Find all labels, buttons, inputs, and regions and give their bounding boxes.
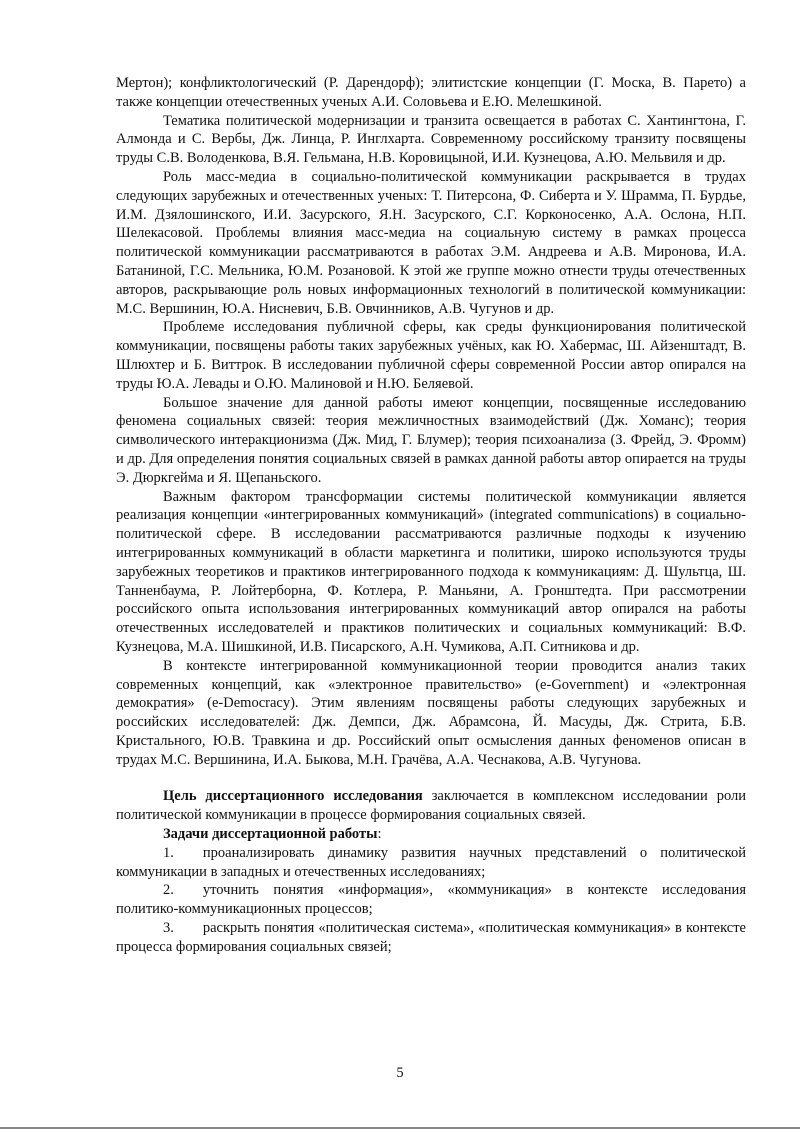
goal-paragraph xyxy=(116,787,746,825)
tasks-heading xyxy=(116,825,746,844)
page-body xyxy=(116,74,746,957)
tasks-heading-colon: : xyxy=(377,826,382,843)
paragraph-mass-media: Роль масс-медиа в социально-политической коммуникации раскрывается в трудах следующих зарубежных и отечественных ученых: Т. Питерсона, Ф. Сиберта и У. Шрамма, П. Бурдье, И.М. Дзялошинского, И.И. Засурского, Я.Н. Засурского, С.Г. Корконосенко, А.А. Ослона, Н.П. Шелекасовой. Проблемы влияния масс-медиа на социальную систему в рамках процесса политической коммуникации рассматриваются в работах Э.М. Андреева и А.В. Миронова, И.А. Батаниной, Г.С. Мельника, Ю.М. Розановой. К этой же группе можно отнести труды отечественных авторов, раскрывающие роль новых информационных технологий в политической коммуникации: М.С. Вершинин, Ю.А. Нисневич, Б.В. Овчинников, А.В. Чугунов и др. xyxy=(116,168,746,317)
task-item: 1. проанализировать динамику развития научных представлений о политической коммуникации в западных и отечественных исследованиях; xyxy=(116,844,746,880)
goal-label: Цель диссертационного исследования xyxy=(163,788,423,805)
task-item: 3. раскрыть понятия «политическая система», «политическая коммуникация» в контексте процесса формирования социальных связей; xyxy=(116,920,746,955)
paragraph-integrated-communications: Важным фактором трансформации системы политической коммуникации является реализация концепции «интегрированных коммуникаций» (integrated communications) в социально-политической сфере. В исследовании рассматриваются различные подходы к изучению интегрированных коммуникаций в области маркетинга и политики, широко используются труды зарубежных теоретиков и практиков интегрированного подхода к коммуникациям: Д. Шультца, Ш. Танненбаума, Р. Лойтерборна, Ф. Котлера, Р. Маньяни, А. Гронштедта. При рассмотрении российского опыта использования интегрированных коммуникаций автор опирался на работы отечественных исследователей и практиков политических и социальных коммуникаций: В.Ф. Кузнецова, М.А. Шишкиной, И.В. Писарского, А.Н. Чумикова, А.П. Ситникова и др. xyxy=(116,488,746,655)
paragraph-e-government: В контексте интегрированной коммуникационной теории проводится анализ таких современных концепций, как «электронное правительство» (e-Government) и «электронная демократия» (e-Democracy). Этим явлениям посвящены работы следующих зарубежных и российских исследователей: Дж. Демпси, Дж. Абрамсона, Й. Масуды, Дж. Стрита, Б.В. Кристального, Ю.В. Травкина и др. Российский опыт осмысления данных феноменов описан в трудах М.С. Вершинина, И.А. Быкова, М.Н. Грачёва, А.А. Чеснакова, А.В. Чугунова. xyxy=(116,657,746,768)
paragraph-social-ties: Большое значение для данной работы имеют концепции, посвященные исследованию феномена социальных связей: теория межличностных взаимодействий (Дж. Хоманс); теория символического интеракционизма (Дж. Мид, Г. Блумер); теория психоанализа (З. Фрейд, Э. Фромм) и др. Для определения понятия социальных связей в рамках данной работы автор опирается на труды Э. Дюркгейма и Я. Щепаньского. xyxy=(116,394,746,486)
paragraph-public-sphere: Проблеме исследования публичной сферы, как среды функционирования политической коммуникации, посвящены работы таких зарубежных учёных, как Ю. Хабермас, Ш. Айзенштадт, В. Шлюхтер и Б. Виттрок. В исследовании публичной сферы современной России автор опирался на труды Ю.А. Левады и О.Ю. Малиновой и Н.Ю. Беляевой. xyxy=(116,319,746,392)
paragraph-modernization: Тематика политической модернизации и транзита освещается в работах С. Хантингтона, Г. Алмонда и С. Вербы, Дж. Линца, Р. Инглхарта. Современному российскому транзиту посвящены труды С.В. Володенкова, В.Я. Гельмана, Н.В. Коровицыной, И.И. Кузнецова, А.Ю. Мельвиля и др. xyxy=(116,112,746,167)
goal-text: заключается в комплексном исследовании роли политической коммуникации в процессе формирования социальных связей. xyxy=(116,788,746,824)
task-item: 2. уточнить понятия «информация», «коммуникация» в контексте исследования политико-коммуникационных процессов; xyxy=(116,882,746,918)
paragraph-continuation: Мертон); конфликтологический (Р. Дарендорф); элитистские концепции (Г. Моска, В. Парето) а также концепции отечественных ученых А.И. Соловьева и Е.Ю. Мелешкиной. xyxy=(116,75,746,110)
page-number: 5 xyxy=(396,1065,404,1081)
scan-edge-divider xyxy=(0,1127,800,1129)
tasks-heading-label: Задачи диссертационной работы xyxy=(163,826,378,843)
